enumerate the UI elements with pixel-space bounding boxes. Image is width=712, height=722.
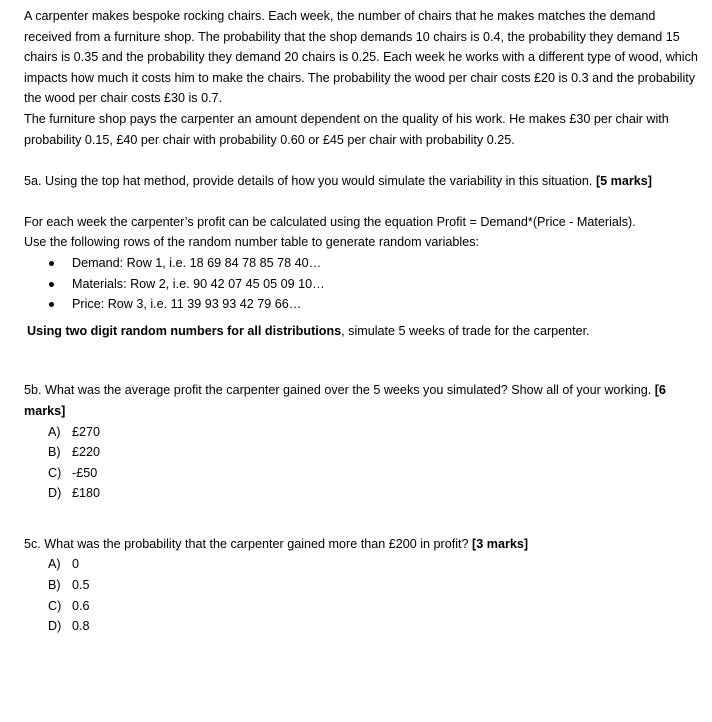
question-5a-marks: [5 marks]: [595, 174, 652, 189]
option-5b-b[interactable]: [24, 442, 704, 463]
question-5b-options: [24, 422, 704, 504]
option-5b-d[interactable]: [24, 483, 704, 504]
intro-paragraph-2: The furniture shop pays the carpenter an amount dependent on the quality of his work. He makes £30 per chair with probability 0.15, £40 per chair with probability 0.60 or £45 per chair with probability 0.25.: [24, 111, 669, 147]
option-letter: D): [48, 486, 62, 501]
simulation-instruction-bold: Using two digit random numbers for all distributions: [27, 323, 342, 338]
question-5b-marks: [6 marks]: [24, 383, 666, 418]
question-5c: [24, 534, 704, 555]
option-5b-a[interactable]: [24, 422, 704, 443]
option-text: 0.8: [72, 619, 90, 634]
intro-paragraph-1: A carpenter makes bespoke rocking chairs. Each week, the number of chairs that he makes matches the demand received from a furniture shop. The probability that the shop demands 10 chairs is 0.4, the probability they demand 15 chairs is 0.35 and the probability they demand 20 chairs is 0.25. Each week he works with a different type of wood, which impacts how much it costs him to make the chairs. The probability the wood per chair costs £20 is 0.3 and the probability the wood per chair costs £30 is 0.7.: [24, 9, 698, 106]
spacer: [24, 341, 704, 380]
question-5a: [24, 171, 704, 192]
option-5c-c[interactable]: [24, 596, 704, 617]
option-letter: A): [48, 557, 61, 572]
question-5c-options: [24, 554, 704, 636]
question-5b-text: 5b. What was the average profit the carpenter gained over the 5 weeks you simulated? Show all of your working.: [24, 383, 652, 398]
list-item-price-row: Price: Row 3, i.e. 11 39 93 93 42 79 66…: [24, 294, 704, 315]
option-5c-b[interactable]: [24, 575, 704, 596]
option-text: £270: [72, 424, 101, 439]
random-rows-list: [24, 253, 704, 315]
option-text: 0: [72, 557, 80, 572]
document-body: [24, 6, 704, 637]
option-letter: D): [48, 619, 62, 634]
question-5a-text: 5a. Using the top hat method, provide details of how you would simulate the variability in this situation.: [24, 174, 593, 189]
spacer: [24, 192, 704, 212]
option-letter: B): [48, 445, 61, 460]
option-5c-d[interactable]: [24, 616, 704, 637]
question-5b: [24, 380, 704, 421]
option-text: 0.6: [72, 598, 90, 613]
simulation-instruction-rest: , simulate 5 weeks of trade for the carpenter.: [341, 323, 590, 338]
option-text: £220: [72, 445, 101, 460]
option-letter: A): [48, 424, 61, 439]
random-rows-intro: Use the following rows of the random number table to generate random variables:: [24, 235, 480, 250]
profit-equation-text: For each week the carpenter’s profit can be calculated using the equation Profit = Demand*(Price - Materials).: [24, 214, 636, 229]
spacer: [24, 504, 704, 534]
list-item-materials-row: Materials: Row 2, i.e. 90 42 07 45 05 09 10…: [24, 274, 704, 295]
option-5b-c[interactable]: [24, 463, 704, 484]
option-letter: C): [48, 598, 62, 613]
option-letter: C): [48, 465, 62, 480]
question-5c-text: 5c. What was the probability that the carpenter gained more than £200 in profit?: [24, 536, 469, 551]
list-item-demand-row: Demand: Row 1, i.e. 18 69 84 78 85 78 40…: [24, 253, 704, 274]
option-5c-a[interactable]: [24, 554, 704, 575]
option-text: 0.5: [72, 578, 90, 593]
question-5c-marks: [3 marks]: [472, 536, 529, 551]
option-text: -£50: [72, 465, 98, 480]
option-letter: B): [48, 578, 61, 593]
simulation-instruction: [24, 321, 704, 342]
option-text: £180: [72, 486, 101, 501]
spacer: [24, 150, 704, 171]
